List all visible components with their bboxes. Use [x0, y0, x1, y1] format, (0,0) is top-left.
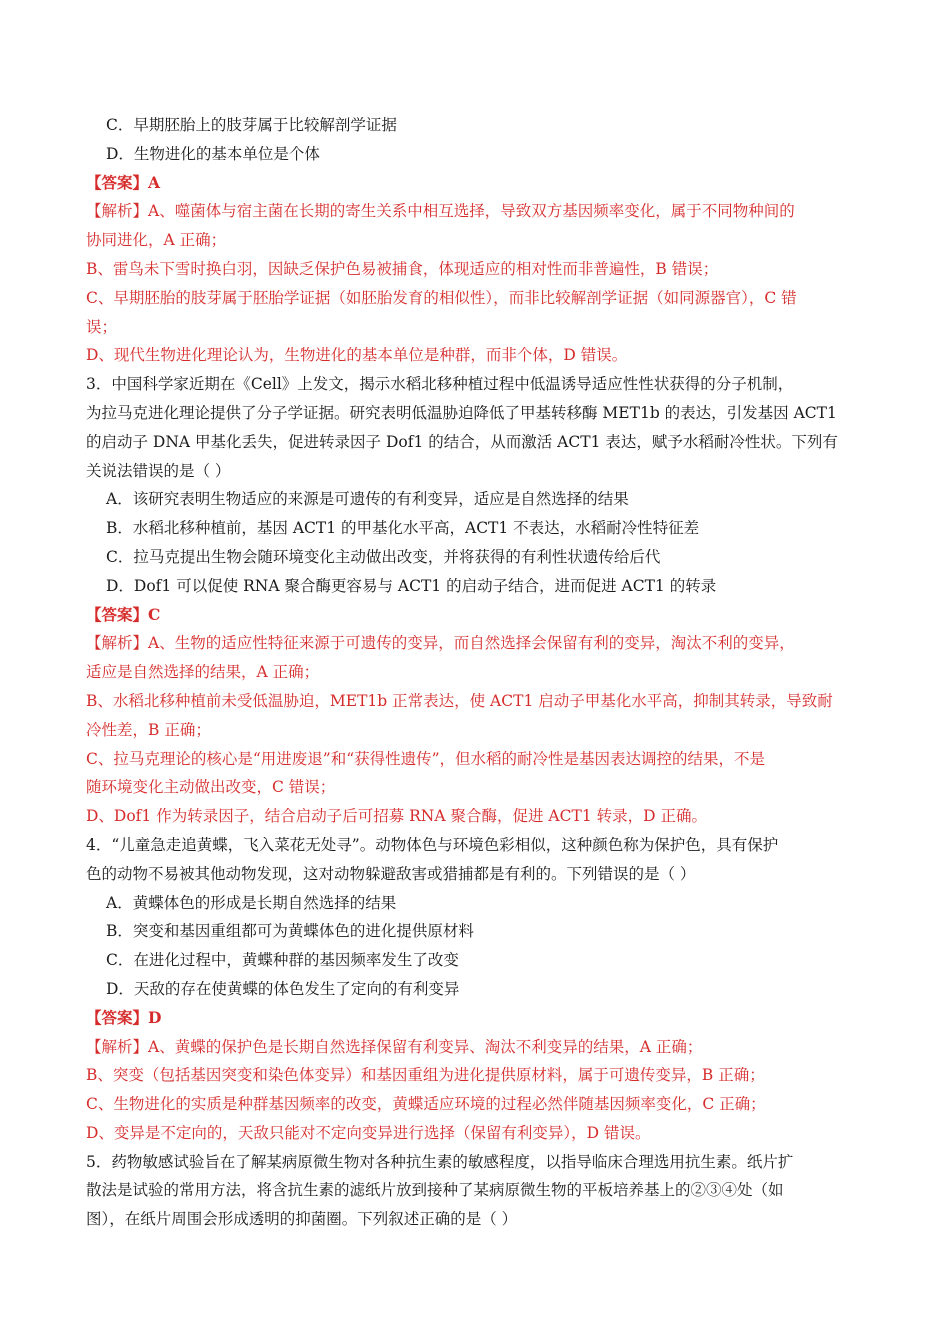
q3-analysis-line: B、水稻北移种植前未受低温胁迫，MET1b 正常表达，使 ACT1 启动子甲基化水平高，抑制其转录，导致耐	[86, 691, 833, 710]
q3-analysis-line: C、拉马克理论的核心是“用进废退”和“获得性遗传”，但水稻的耐冷性是基因表达调控的结果，不是	[86, 749, 766, 768]
q3-option-d: D．Dof1 可以促使 RNA 聚合酶更容易与 ACT1 的启动子结合，进而促进 ACT1 的转录	[106, 576, 717, 595]
q3-option-a: A．该研究表明生物适应的来源是可遗传的有利变异，适应是自然选择的结果	[106, 490, 629, 509]
q3-analysis-line: 随环境变化主动做出改变，C 错误；	[86, 778, 336, 797]
q3-stem-line: 的启动子 DNA 甲基化丢失，促进转录因子 Dof1 的结合，从而激活 ACT1 表达，赋予水稻耐冷性状。下列有	[86, 432, 838, 451]
q4-option-b: B．突变和基因重组都可为黄蝶体色的进化提供原材料	[106, 922, 474, 941]
q2-option-d: D．生物进化的基本单位是个体	[106, 144, 320, 163]
q4-analysis-line: 【解析】A、黄蝶的保护色是长期自然选择保留有利变异、淘汰不利变异的结果，A 正确；	[86, 1037, 703, 1056]
q4-analysis-line: D、变异是不定向的，天敌只能对不定向变异进行选择（保留有利变异），D 错误。	[86, 1123, 651, 1142]
q3-stem-line: 3．中国科学家近期在《Cell》上发文，揭示水稻北移种植过程中低温诱导适应性性状获得的分子机制，	[86, 375, 794, 394]
q3-stem-line: 为拉马克进化理论提供了分子学证据。研究表明低温胁迫降低了甲基转移酶 MET1b 的表达，引发基因 ACT1	[86, 403, 837, 422]
q2-analysis-line: 协同进化，A 正确；	[86, 231, 227, 250]
q2-analysis-line: C、早期胚胎的肢芽属于胚胎学证据（如胚胎发育的相似性），而非比较解剖学证据（如同源器官），C 错	[86, 288, 797, 307]
q2-answer: 【答案】A	[86, 172, 161, 192]
q3-answer: 【答案】C	[86, 604, 161, 624]
q3-analysis-line: 【解析】A、生物的适应性特征来源于可遗传的变异，而自然选择会保留有利的变异，淘汰不利的变异，	[86, 634, 795, 653]
q2-analysis-line: 【解析】A、噬菌体与宿主菌在长期的寄生关系中相互选择，导致双方基因频率变化，属于不同物种间的	[86, 202, 795, 221]
q4-analysis-line: B、突变（包括基因突变和染色体变异）和基因重组为进化提供原材料，属于可遗传变异，B 正确；	[86, 1066, 765, 1085]
q4-option-d: D．天敌的存在使黄蝶的体色发生了定向的有利变异	[106, 979, 460, 998]
q4-option-a: A．黄蝶体色的形成是长期自然选择的结果	[106, 893, 397, 912]
q5-stem-line: 5．药物敏感试验旨在了解某病原微生物对各种抗生素的敏感程度，以指导临床合理选用抗生素。纸片扩	[86, 1152, 794, 1171]
q5-stem-line: 散法是试验的常用方法，将含抗生素的滤纸片放到接种了某病原微生物的平板培养基上的②③④处（如	[86, 1181, 784, 1200]
q3-stem-line: 关说法错误的是（ ）	[86, 461, 231, 480]
q3-option-c: C．拉马克提出生物会随环境变化主动做出改变，并将获得的有利性状遗传给后代	[106, 547, 661, 566]
q2-option-c: C．早期胚胎上的肢芽属于比较解剖学证据	[106, 116, 397, 134]
q4-analysis-line: C、生物进化的实质是种群基因频率的改变，黄蝶适应环境的过程必然伴随基因频率变化，C 正确；	[86, 1095, 766, 1114]
q3-analysis-line: 适应是自然选择的结果，A 正确；	[86, 663, 320, 682]
q2-analysis-line: D、现代生物进化理论认为，生物进化的基本单位是种群，而非个体，D 错误。	[86, 346, 628, 365]
q3-analysis-line: D、Dof1 作为转录因子，结合启动子后可招募 RNA 聚合酶，促进 ACT1 转录，D 正确。	[86, 807, 707, 826]
q4-stem-line: 4．“儿童急走追黄蝶，飞入菜花无处寻”。动物体色与环境色彩相似，这种颜色称为保护色，具有保护	[86, 835, 779, 854]
q3-option-b: B．水稻北移种植前，基因 ACT1 的甲基化水平高，ACT1 不表达，水稻耐冷性特征差	[106, 519, 700, 538]
q2-analysis-line: B、雷鸟未下雪时换白羽，因缺乏保护色易被捕食，体现适应的相对性而非普遍性，B 错误；	[86, 259, 719, 278]
q2-analysis-line: 误；	[86, 317, 118, 336]
q3-analysis-line: 冷性差，B 正确；	[86, 720, 211, 739]
q4-answer: 【答案】D	[86, 1007, 162, 1027]
document-content	[86, 111, 866, 1234]
q5-stem-line: 图），在纸片周围会形成透明的抑菌圈。下列叙述正确的是（ ）	[86, 1210, 518, 1229]
q4-option-c: C．在进化过程中，黄蝶种群的基因频率发生了改变	[106, 951, 459, 970]
q4-stem-line: 色的动物不易被其他动物发现，这对动物躲避敌害或猎捕都是有利的。下列错误的是（ ）	[86, 864, 696, 883]
